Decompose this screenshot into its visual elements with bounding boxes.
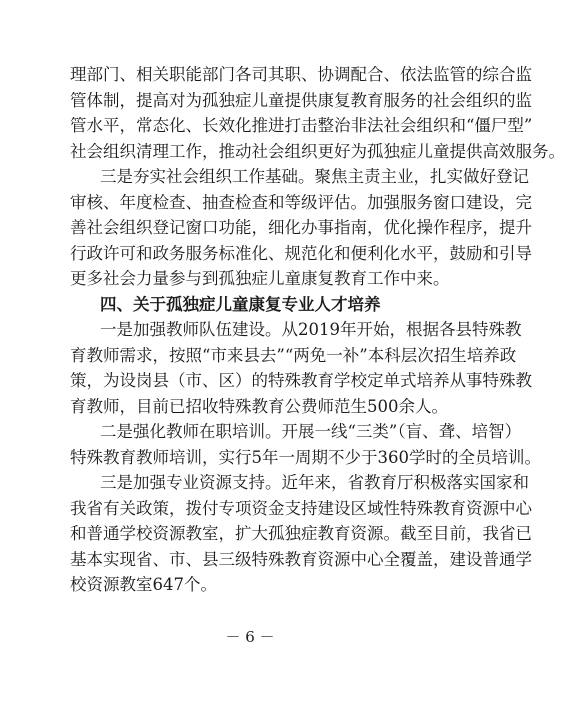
text-line: 特殊教育教师培训，实行5年一周期不少于360学时的全员培训。 [70,447,541,467]
text-line: 育教师需求，按照“市来县去”“两免一补”本科层次招生培养政 [70,345,517,365]
text-line: 校资源教室647个。 [70,575,217,594]
text-line: 管水平，常态化、长效化推进打击整治非法社会组织和“僵尸型” [70,116,533,135]
text-line: 更多社会力量参与到孤独症儿童康复教育工作中来。 [70,269,450,288]
text-line: 策，为设岗县（市、区）的特殊教育学校定单式培养从事特殊教 [70,371,532,390]
text-line: 育教师，目前已招收特殊教育公费师范生500余人。 [70,396,448,416]
text-line: 和普通学校资源教室，扩大孤独症教育资源。截至目前，我省已 [70,524,532,543]
text-line: 行政许可和政务服务标准化、规范化和便利化水平，鼓励和引导 [70,243,532,263]
text-line: 基本实现省、市、县三级特殊教育资源中心全覆盖，建设普通学 [70,549,532,569]
section-heading: 四、关于孤独症儿童康复专业人才培养 [100,294,381,314]
text-line: 二是强化教师在职培训。开展一线“三类”（盲、聋、培智） [100,422,522,441]
text-line: 管体制，提高对为孤独症儿童提供康复教育服务的社会组织的监 [70,90,532,110]
text-line: 社会组织清理工作，推动社会组织更好为孤独症儿童提供高效服务。 [70,141,565,161]
page-number: － 6 － [225,628,275,646]
text-line: 三是加强专业资源支持。近年来，省教育厅积极落实国家和 [100,473,529,492]
text-line: 三是夯实社会组织工作基础。聚焦主责主业，扎实做好登记 [100,167,529,186]
text-line: 理部门、相关职能部门各司其职、协调配合、依法监管的综合监 [70,65,532,84]
text-line: 我省有关政策，拨付专项资金支持建设区域性特殊教育资源中心 [70,498,532,518]
text-line: 一是加强教师队伍建设。从2019年开始，根据各县特殊教 [100,320,522,339]
text-line: 审核、年度检查、抽查检查和等级评估。加强服务窗口建设，完 [70,192,532,212]
text-line: 善社会组织登记窗口功能，细化办事指南，优化操作程序，提升 [70,218,532,237]
